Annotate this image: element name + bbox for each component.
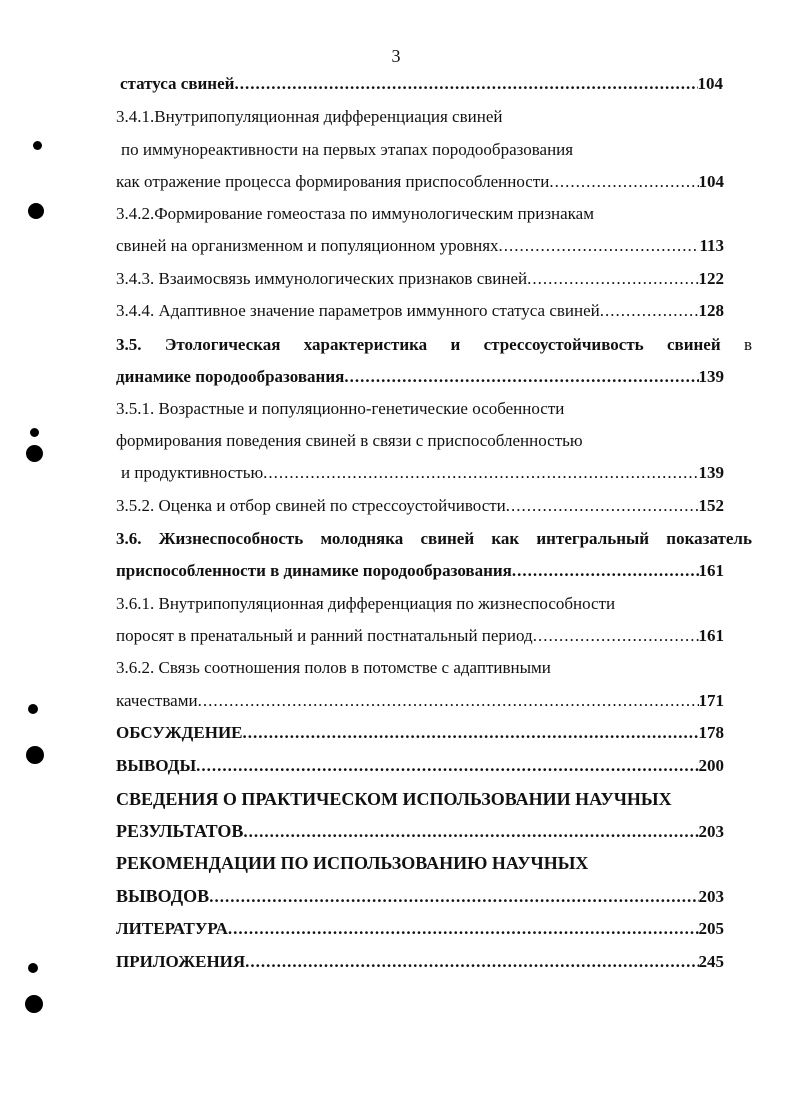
toc-entry-page: 161: [698, 561, 724, 580]
toc-entry-title: ОБСУЖДЕНИЕ: [116, 723, 243, 742]
toc-leader-dots: [198, 690, 699, 712]
punch-hole: [28, 963, 38, 973]
toc-leader-dots: [243, 821, 698, 843]
toc-entry[interactable]: [116, 951, 724, 973]
toc-entry-title: динамике породообразования: [116, 367, 345, 386]
toc-entry-title: 3.4.4. Адаптивное значение параметров иммунного статуса свиней: [116, 301, 600, 320]
toc-word: молодняка: [320, 529, 404, 548]
toc-leader-dots: [209, 886, 698, 908]
toc-entry-title: РЕЗУЛЬТАТОВ: [116, 821, 244, 841]
toc-entry-page: 104: [697, 74, 723, 93]
toc-word: Жизнеспособность: [158, 529, 304, 548]
toc-entry-title: 3.4.2.Формирование гомеостаза по иммунологическим признакам: [116, 204, 594, 223]
toc-leader-dots: [549, 171, 698, 193]
toc-entry-page: 128: [698, 301, 724, 320]
toc-entry[interactable]: [120, 73, 723, 95]
toc-word: интегральный: [536, 529, 650, 548]
toc-word: свиней: [420, 529, 475, 548]
toc-word: как: [491, 529, 520, 548]
toc-leader-dots: [527, 268, 698, 290]
toc-leader-dots: [533, 625, 699, 647]
toc-entry[interactable]: [121, 462, 724, 484]
toc-entry-page: 203: [698, 822, 724, 841]
toc-entry[interactable]: [116, 366, 724, 388]
toc-entry-page: 178: [698, 723, 724, 742]
toc-word: свиней: [666, 335, 721, 354]
toc-leader-dots: [234, 73, 697, 95]
toc-entry-page: 104: [698, 172, 724, 191]
toc-entry-page: 161: [698, 626, 724, 645]
toc-entry[interactable]: [116, 495, 724, 517]
punch-hole: [26, 746, 44, 764]
toc-entry-title: ВЫВОДЫ: [116, 756, 197, 775]
toc-leader-dots: [344, 366, 698, 388]
toc-entry-title: по иммунореактивности на первых этапах породообразования: [121, 140, 574, 159]
toc-entry-title: качествами: [116, 691, 198, 710]
toc-entry[interactable]: [116, 625, 724, 647]
toc-entry[interactable]: [116, 918, 724, 940]
toc-entry-page: 171: [698, 691, 724, 710]
toc-entry-title: формирования поведения свиней в связи с приспособленностью: [116, 431, 583, 450]
toc-entry-title: РЕКОМЕНДАЦИИ ПО ИСПОЛЬЗОВАНИЮ НАУЧНЫХ: [116, 853, 589, 873]
toc-entry-title: ВЫВОДОВ: [116, 886, 210, 906]
toc-entry-page: 203: [698, 887, 724, 906]
toc-entry-line: [121, 139, 573, 161]
toc-word: характеристика: [303, 335, 428, 354]
toc-entry-page: 139: [698, 463, 724, 482]
toc-leader-dots: [499, 235, 700, 257]
toc-entry-line: [116, 788, 672, 810]
toc-entry-title: 3.5.2. Оценка и отбор свиней по стрессоустойчивости: [116, 496, 506, 515]
toc-entry-page: 152: [698, 496, 724, 515]
toc-entry-title: 3.5.1. Возрастные и популяционно-генетические особенности: [116, 399, 565, 418]
toc-entry-title: статуса свиней: [120, 74, 235, 93]
toc-leader-dots: [245, 951, 698, 973]
toc-leader-dots: [196, 755, 698, 777]
toc-entry[interactable]: [116, 722, 724, 744]
toc-entry[interactable]: [116, 560, 724, 582]
toc-leader-dots: [263, 462, 698, 484]
toc-leader-dots: [512, 560, 699, 582]
toc-word: Этологическая: [164, 335, 281, 354]
toc-word: 3.5.: [116, 335, 142, 354]
toc-entry-title: поросят в пренатальный и ранний постнатальный период: [116, 626, 533, 645]
toc-entry-line: [116, 106, 502, 128]
toc-leader-dots: [506, 495, 699, 517]
toc-section-heading[interactable]: [116, 528, 752, 550]
toc-leader-dots: [228, 918, 699, 940]
toc-entry-line: [116, 593, 615, 615]
toc-entry-line: [116, 398, 564, 420]
toc-entry[interactable]: [116, 171, 724, 193]
punch-hole: [30, 428, 39, 437]
toc-entry-title: 3.6.2. Связь соотношения полов в потомстве с адаптивными: [116, 658, 551, 677]
toc-word: в: [743, 335, 752, 354]
toc-entry-title: приспособленности в динамике породообразования: [116, 561, 512, 580]
toc-entry-title: 3.4.3. Взаимосвязь иммунологических признаков свиней: [116, 269, 528, 288]
punch-hole: [28, 704, 38, 714]
toc-entry-title: ПРИЛОЖЕНИЯ: [116, 952, 246, 971]
toc-leader-dots: [600, 300, 699, 322]
toc-entry-line: [116, 657, 551, 679]
toc-entry-title: как отражение процесса формирования приспособленности: [116, 172, 550, 191]
toc-entry[interactable]: [116, 885, 724, 908]
toc-entry-title: 3.6.1. Внутрипопуляционная дифференциация по жизнеспособности: [116, 594, 616, 613]
toc-entry-page: 245: [698, 952, 724, 971]
toc-entry-page: 200: [698, 756, 724, 775]
toc-leader-dots: [243, 722, 699, 744]
toc-word: стрессоустойчивость: [483, 335, 644, 354]
toc-entry-title: СВЕДЕНИЯ О ПРАКТИЧЕСКОМ ИСПОЛЬЗОВАНИИ НАУЧНЫХ: [116, 789, 672, 809]
page-number: 3: [391, 46, 401, 66]
punch-hole: [25, 995, 43, 1013]
punch-hole: [28, 203, 44, 219]
toc-entry-title: и продуктивностью: [121, 463, 264, 482]
toc-entry-page: 139: [698, 367, 724, 386]
toc-section-heading[interactable]: [116, 334, 752, 356]
toc-entry-title: 3.4.1.Внутрипопуляционная дифференциация свиней: [116, 107, 503, 126]
toc-entry-line: [116, 430, 583, 452]
toc-entry-line: [116, 852, 588, 874]
toc-entry-line: [116, 203, 594, 225]
toc-entry[interactable]: [116, 690, 724, 712]
toc-entry-page: 205: [698, 919, 724, 938]
toc-entry-title: ЛИТЕРАТУРА: [116, 919, 228, 938]
toc-entry[interactable]: [116, 268, 724, 290]
toc-word: 3.6.: [116, 529, 142, 548]
toc-word: показатель: [666, 529, 752, 548]
toc-entry[interactable]: [116, 300, 724, 322]
punch-hole: [26, 445, 43, 462]
toc-entry[interactable]: [116, 755, 724, 777]
toc-word: и: [450, 335, 461, 354]
toc-entry-page: 122: [698, 269, 724, 288]
toc-entry[interactable]: [116, 235, 724, 257]
toc-entry-title: свиней на организменном и популяционном уровнях: [116, 236, 499, 255]
toc-entry[interactable]: [116, 820, 724, 843]
toc-entry-page: 113: [699, 236, 724, 255]
punch-hole: [33, 141, 42, 150]
